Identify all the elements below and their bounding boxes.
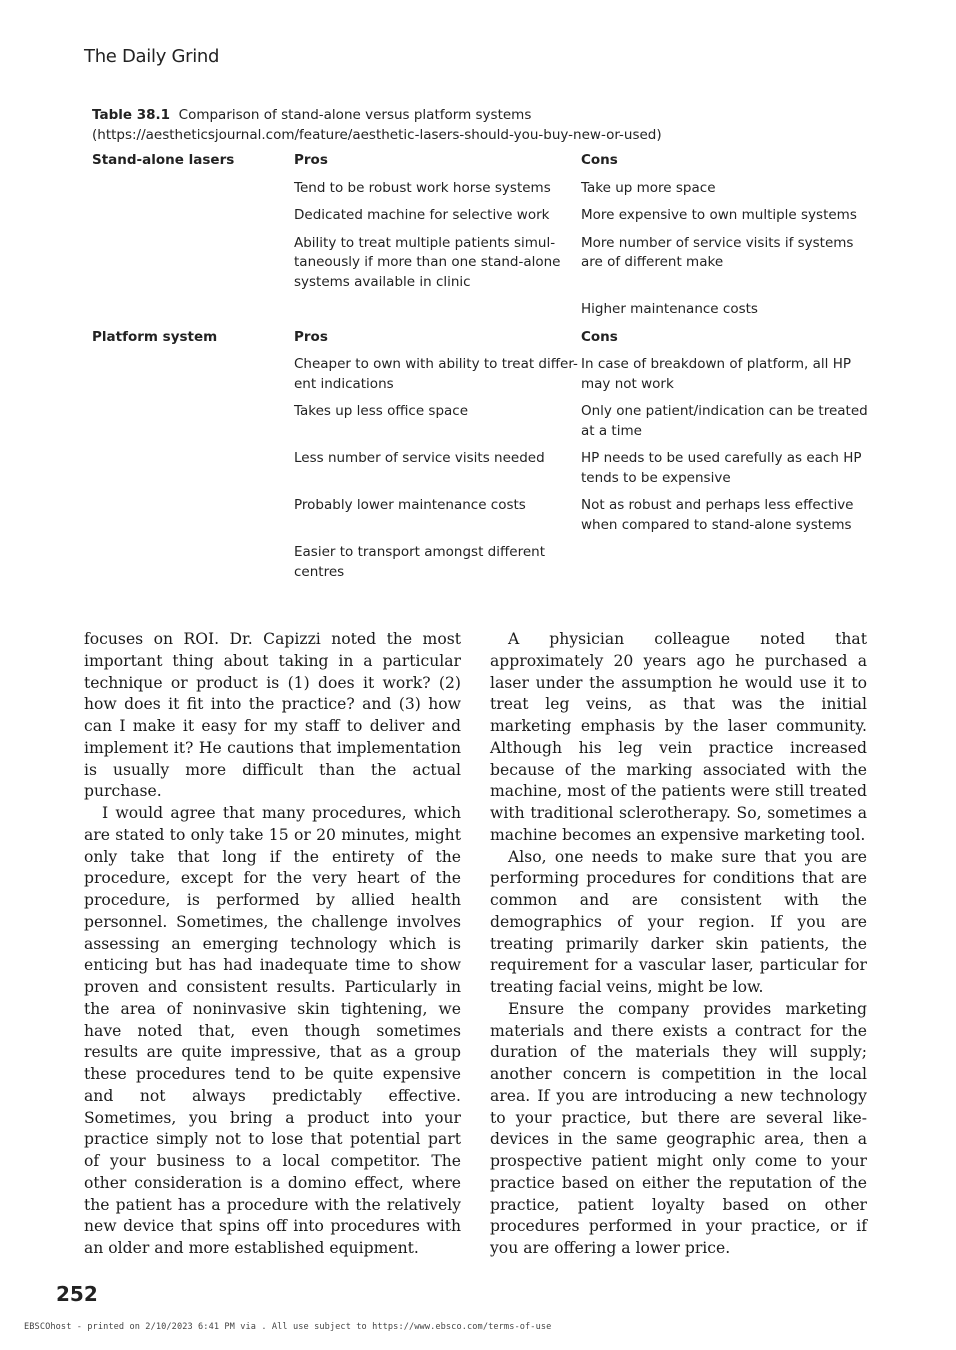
cons-header: Cons [581, 152, 618, 168]
table-row [92, 543, 872, 582]
table-row [92, 496, 872, 535]
page-number: 252 [56, 1282, 98, 1306]
pro-cell: Less number of service visits needed [294, 450, 545, 466]
table-section-header [92, 328, 872, 348]
table-row [92, 234, 872, 293]
con-cell: Not as robust and perhaps less effective when compared to stand-alone systems [581, 497, 854, 533]
pro-cell: Dedicated machine for selective work [294, 207, 550, 223]
table-row [92, 449, 872, 488]
paragraph: Ensure the company provides marketing materials and there exists a contract for the duration of the materials they will supply; another concern is competition in the local area. If you are introducing a new technology to your practice, but there are several like-devices in the same geographic area, then a prospective patient might only come to your practice based on either the reputation of the practice, patient loyalty based on other procedures performed in your practice, or if you are offering a lower price. [490, 999, 867, 1257]
right-column [490, 629, 867, 1260]
running-head: The Daily Grind [84, 46, 220, 67]
con-cell: More expensive to own multiple systems [581, 207, 857, 223]
con-cell: Only one patient/indication can be treated at a time [581, 403, 868, 439]
section-title: Platform system [92, 328, 218, 345]
pro-cell: Ability to treat multiple patients simul-taneously if more than one stand-alone systems available in clinic [294, 234, 561, 290]
con-cell: Take up more space [581, 179, 716, 196]
paragraph: Also, one needs to make sure that you are performing procedures for conditions that are common and are consistent with the demographics of your region. If you are treating primarily darker skin patients, the requirement for a vascular laser, particular for treating facial veins, might be low. [490, 847, 867, 996]
table-row [92, 179, 872, 199]
pro-cell: Cheaper to own with ability to treat differ-ent indications [294, 356, 578, 392]
pro-cell: Probably lower maintenance costs [294, 497, 526, 513]
comparison-table [92, 106, 872, 582]
paragraph: focuses on ROI. Dr. Capizzi noted the most important thing about taking in a particular technique or product is (1) does it work? (2) how does it fit into the practice? and (3) how can I make it easy for my staff to deliver and implement it? He cautions that implementation is usually more difficult than the actual purchase. [84, 630, 461, 801]
paragraph: A physician colleague noted that approximately 20 years ago he purchased a laser under the assumption he would use it to treat leg veins, as that was the initial marketing emphasis by the laser community. Although his leg vein practice increased because of the marking associated with the machine, most of the patients were still treated with traditional sclerotherapy. So, sometimes a machine becomes an expensive marketing tool. [490, 630, 867, 844]
left-column [84, 629, 461, 1260]
table-row [92, 300, 872, 320]
footer-note: EBSCOhost - printed on 2/10/2023 6:41 PM via . All use subject to https://www.ebsco.com/terms-of-use [24, 1322, 552, 1332]
pro-cell: Takes up less office space [294, 403, 469, 419]
table-row [92, 206, 872, 226]
table-caption-text: Comparison of stand-alone versus platform systems (https://aestheticsjournal.com/feature/aesthetic-lasers-should-you-buy-new-or-used) [92, 107, 662, 143]
pros-header: Pros [294, 152, 328, 168]
pro-cell: Easier to transport amongst different centres [294, 544, 546, 580]
pro-cell [294, 300, 581, 320]
pro-cell: Tend to be robust work horse systems [294, 179, 551, 196]
body-text [84, 629, 867, 1260]
table-caption [92, 106, 832, 145]
cons-header: Cons [581, 328, 618, 345]
con-cell: More number of service visits if systems are of different make [581, 234, 854, 270]
con-cell [581, 543, 868, 582]
table-row [92, 402, 872, 441]
paragraph: I would agree that many procedures, which are stated to only take 15 or 20 minutes, might only take that long if the entirety of the procedure, except for the very heart of the procedure, is performed by allied health personnel. Sometimes, the challenge involves assessing an emerging technology which is enticing but has had inadequate time to show proven and consistent results. Particularly in the area of noninvasive skin tightening, we have noted that, even though sometimes results are quite impressive, that as a group these procedures tend to be quite expensive and not always predictably effective. Sometimes, you bring a product into your practice simply not to lose that potential part of your business to a local competitor. The other consideration is a domino effect, where the patient has a procedure with the relatively new device that spins off into procedures with an older and more established equipment. [84, 804, 461, 1257]
table-caption-label: Table 38.1 [92, 107, 171, 123]
table-section-header [92, 151, 872, 171]
con-cell: Higher maintenance costs [581, 301, 758, 317]
pros-header: Pros [294, 328, 328, 345]
con-cell: In case of breakdown of platform, all HP may not work [581, 356, 851, 392]
section-title: Stand-alone lasers [92, 152, 235, 168]
con-cell: HP needs to be used carefully as each HP tends to be expensive [581, 450, 862, 486]
table-row [92, 355, 872, 394]
